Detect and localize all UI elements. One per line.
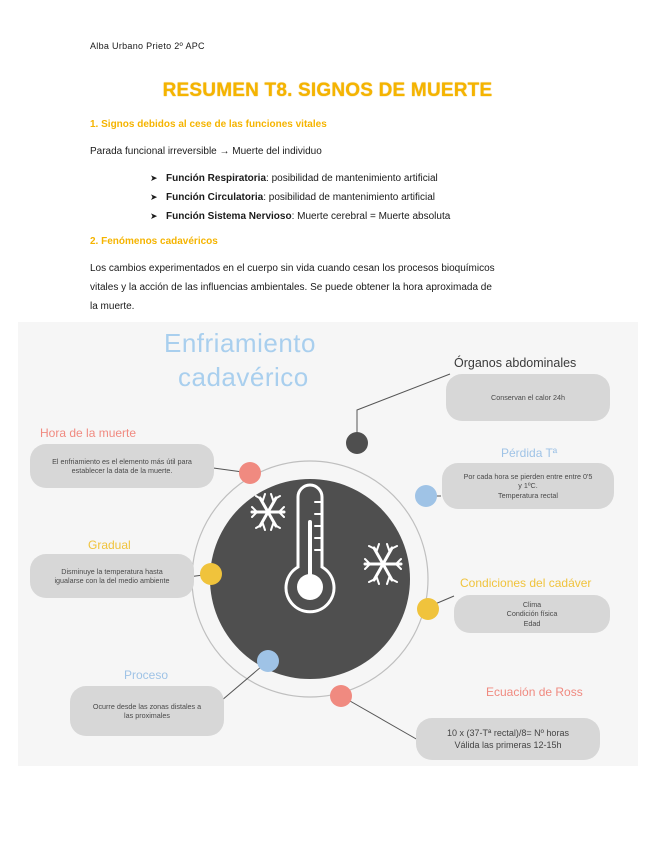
paragraph-line: Los cambios experimentados en el cuerpo sin vida cuando cesan los procesos bioquímicos xyxy=(90,263,495,274)
bubble-text: Condición física xyxy=(506,609,558,619)
bullet-term: Función Sistema Nervioso xyxy=(166,211,292,222)
vital-functions-list xyxy=(150,169,450,226)
bubble-text: Por cada hora se pierden entre entre 0'5 xyxy=(463,471,593,481)
bullet-text: : posibilidad de mantenimiento artificial xyxy=(266,173,438,184)
infographic-title-line: Enfriamiento xyxy=(164,328,316,358)
bubble-text: Disminuye la temperatura hasta xyxy=(61,566,163,576)
bubble-text: establecer la data de la muerte. xyxy=(71,466,173,475)
label-organos: Órganos abdominales xyxy=(454,356,577,370)
cooling-infographic xyxy=(18,322,638,766)
bubble-text: Clima xyxy=(522,599,542,609)
section-2-heading: 2. Fenómenos cadavéricos xyxy=(90,236,218,247)
bubble-text: Conservan el calor 24h xyxy=(491,392,565,402)
author-name: Alba Urbano Prieto 2º APC xyxy=(90,41,205,51)
bullet-term: Función Circulatoria xyxy=(166,192,264,203)
bubble-condiciones xyxy=(454,595,610,633)
bubble-proceso xyxy=(70,686,224,736)
paragraph-line: vitales y la acción de las influencias ambientales. Se puede obtener la hora aproximada de xyxy=(90,282,492,293)
section-1-heading: 1. Signos debidos al cese de las funciones vitales xyxy=(90,119,327,130)
label-hora: Hora de la muerte xyxy=(40,426,137,440)
bubble-text: 10 x (37-Tª rectal)/8= Nº horas xyxy=(447,728,569,738)
label-ross: Ecuación de Ross xyxy=(486,685,583,699)
bubble-hora xyxy=(30,444,214,488)
bubble-text: Temperatura rectal xyxy=(498,490,558,500)
bubble-text: Válida las primeras 12-15h xyxy=(454,740,562,750)
bubble-perdida xyxy=(442,463,614,509)
page-title: RESUMEN T8. SIGNOS DE MUERTE xyxy=(162,80,493,101)
section-2-paragraph xyxy=(90,259,495,316)
infographic-title xyxy=(164,326,316,394)
arrow-bullet-icon: ➤ xyxy=(150,173,158,183)
label-gradual: Gradual xyxy=(88,538,131,552)
arrow-bullet-icon: ➤ xyxy=(150,192,158,202)
label-perdida: Pérdida Tª xyxy=(501,446,558,460)
bullet-term: Función Respiratoria xyxy=(166,173,267,184)
bubble-text: El enfriamiento es el elemento más útil para xyxy=(52,456,192,466)
dot-organos xyxy=(346,432,368,454)
bubble-organos xyxy=(446,374,610,421)
label-condiciones: Condiciones del cadáver xyxy=(460,576,592,590)
bullet-text: : Muerte cerebral = Muerte absoluta xyxy=(291,211,451,222)
bullet-text: : posibilidad de mantenimiento artificial xyxy=(263,192,435,203)
section-1-intro: Parada funcional irreversible → Muerte del individuo xyxy=(90,146,322,157)
bubble-text: Ocurre desde las zonas distales a xyxy=(92,701,202,711)
list-item xyxy=(150,188,450,207)
paragraph-line: la muerte. xyxy=(90,301,135,312)
dot-ross xyxy=(330,685,352,707)
dot-perdida xyxy=(415,485,437,507)
dot-gradual xyxy=(200,563,222,585)
bubble-text: Edad xyxy=(523,618,541,628)
list-item xyxy=(150,207,450,226)
bubble-text: y 1ºC. xyxy=(518,481,538,491)
dot-hora xyxy=(239,462,261,484)
list-item xyxy=(150,169,450,188)
bubble-text: las proximales xyxy=(124,711,170,720)
arrow-bullet-icon: ➤ xyxy=(150,211,158,221)
dot-proceso xyxy=(257,650,279,672)
bubble-ross xyxy=(416,718,600,760)
label-proceso: Proceso xyxy=(124,668,169,682)
infographic-title-line: cadavérico xyxy=(178,362,309,392)
bubble-text: igualarse con la del medio ambiente xyxy=(54,576,170,585)
bubble-gradual xyxy=(30,554,194,598)
dot-condiciones xyxy=(417,598,439,620)
